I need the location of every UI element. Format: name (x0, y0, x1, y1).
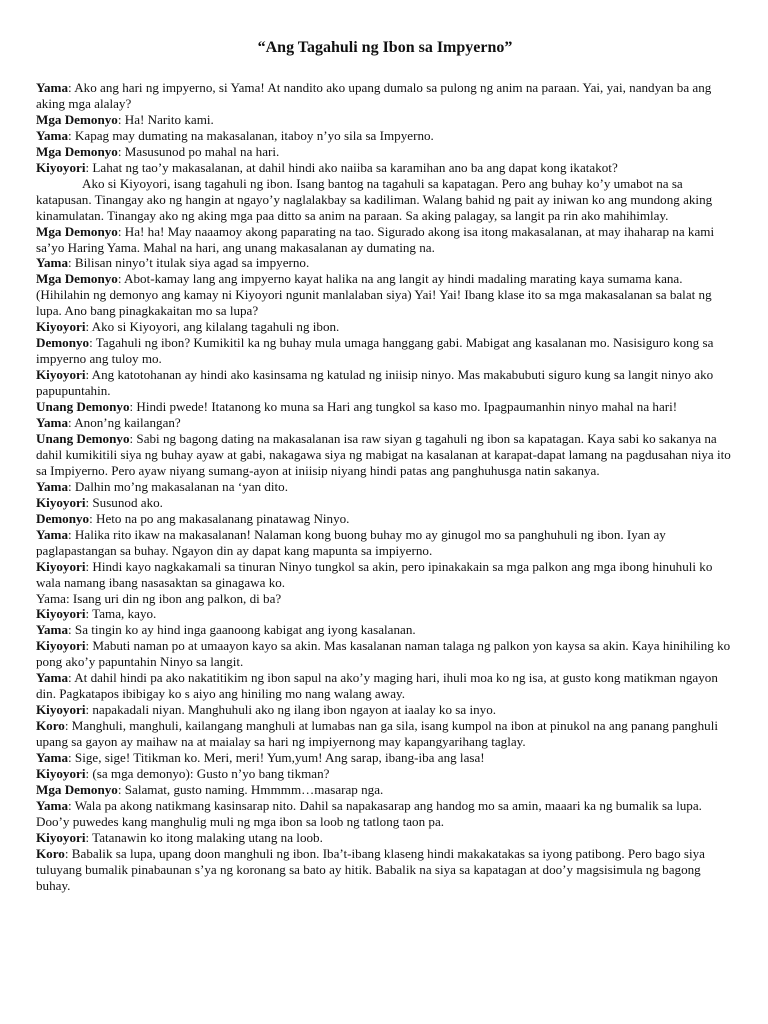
dialogue-line (36, 527, 734, 559)
line-text: : Lahat ng tao’y makasalanan, at dahil hindi ako naiiba sa karamihan ano ba ang dapat kong ikatakot? (85, 159, 618, 175)
line-text: : (sa mga demonyo): Gusto n’yo bang tikman? (85, 765, 330, 781)
line-text: : Bilisan ninyo’t itulak siya agad sa impyerno. (68, 255, 310, 271)
dialogue-line (36, 511, 734, 527)
dialogue-line (36, 319, 734, 335)
line-text: : Salamat, gusto naming. Hmmmm…masarap nga. (117, 781, 384, 797)
dialogue-line (36, 399, 734, 415)
speaker-name: Yama (36, 797, 69, 813)
dialogue-line (36, 80, 734, 112)
speaker-name: Yama (36, 526, 69, 542)
dialogue-line (36, 495, 734, 511)
dialogue-line (36, 559, 734, 591)
speaker-name: Kiyoyori (36, 159, 86, 175)
dialogue-line (36, 335, 734, 367)
document-title: “Ang Tagahuli ng Ibon sa Impyerno” (257, 39, 513, 56)
speaker-name: Mga Demonyo (36, 781, 118, 797)
line-text: : Tatanawin ko itong malaking utang na loob. (85, 829, 323, 845)
document-page (36, 38, 734, 894)
speaker-name: Yama (36, 127, 69, 143)
line-text: : Kapag may dumating na makasalanan, itaboy n’yo sila sa Impyerno. (68, 127, 434, 143)
line-text: Ako si Kiyoyori, isang tagahuli ng ibon. Isang bantog na tagahuli sa kapatagan. Pero ang buhay ko’y umabot na sa katapusan. Tinangay ako ng hangin at ngayo’y naglalakbay sa kadiliman. Walang bahid ng pait ay iniwan ko ang mundong aking kinamulatan. Tinangay ako ng aking mga paa ditto sa anim na paraan. Sa aking palagay, sa langit pa rin ako mahihimlay. (36, 175, 713, 223)
line-text: : Sige, sige! Titikman ko. Meri, meri! Yum,yum! Ang sarap, ibang-iba ang lasa! (68, 750, 485, 766)
dialogue-line (36, 128, 734, 144)
line-text: : Anon’ng kailangan? (68, 415, 181, 431)
dialogue-line (36, 846, 734, 894)
speaker-name: Mga Demonyo (36, 111, 118, 127)
line-text: : Ako si Kiyoyori, ang kilalang tagahuli ng ibon. (85, 319, 340, 335)
line-text: : Tagahuli ng ibon? Kumikitil ka ng buhay mula umaga hanggang gabi. Mabigat ang kasalanan mo. Nasisiguro kong sa impyerno ang tuloy mo. (36, 335, 714, 367)
dialogue-line (36, 271, 734, 319)
speaker-name: Demonyo (36, 510, 90, 526)
dialogue-line (36, 766, 734, 782)
line-text: Yama: Isang uri din ng ibon ang palkon, di ba? (36, 590, 282, 606)
speaker-name: Yama (36, 255, 69, 271)
line-text: : Sa tingin ko ay hind inga gaanoong kabigat ang iyong kasalanan. (68, 622, 416, 638)
line-text: : Ako ang hari ng impyerno, si Yama! At nandito ako upang dumalo sa pulong ng anim na paraan. Yai, yai, nandyan ba ang aking mga alalay? (36, 80, 712, 111)
speaker-name: Kiyoyori (36, 558, 86, 574)
dialogue-line (36, 638, 734, 670)
speaker-name: Unang Demonyo (36, 430, 130, 446)
line-text: : At dahil hindi pa ako nakatitikim ng ibon sapul na ako’y maging hari, ihuli moa ko ng isa, at gusto kong matikman ngayon din. Pagkatapos ibibigay ko s aiyo ang hiniling mo nang walang away. (36, 670, 718, 702)
line-text: : Ha! ha! May naaamoy akong paparating na tao. Sigurado akong isa itong makasalanan, at may ihaharap na kami sa’yo Haring Yama. Mahal na hari, ang unang makasalanan ay dumating na. (36, 223, 715, 255)
dialogue-line (36, 367, 734, 399)
dialogue-body (36, 80, 734, 894)
line-text: : Manghuli, manghuli, kailangang manghuli at lumabas nan ga sila, isang kumpol na ibon at pinukol na ang panang panghuli upang sa gayon ay maihaw na at maialay sa hari ng impiyernong may kapangyarihang taglay. (36, 718, 718, 750)
dialogue-line (36, 718, 734, 750)
speaker-name: Mga Demonyo (36, 143, 118, 159)
dialogue-line (36, 479, 734, 495)
speaker-name: Kiyoyori (36, 765, 86, 781)
dialogue-line (36, 255, 734, 271)
line-text: : Ang katotohanan ay hindi ako kasinsama ng katulad ng iniisip ninyo. Mas makabubuti siguro kung sa langit ninyo ako papupuntahin. (36, 367, 714, 399)
dialogue-line (36, 112, 734, 128)
dialogue-line (36, 224, 734, 256)
dialogue-line (36, 606, 734, 622)
speaker-name: Yama (36, 670, 69, 686)
line-text: : Tama, kayo. (85, 606, 157, 622)
line-text: : Wala pa akong natikmang kasinsarap nito. Dahil sa napakasarap ang handog mo sa amin, maaari ka ng bumalik sa lupa. Doo’y puwedes kang manghulig muli ng mga ibon sa loob ng tatlong taon pa. (36, 797, 702, 829)
dialogue-line (36, 431, 734, 479)
line-text: : Dalhin mo’ng makasalanan na ‘yan dito. (68, 478, 289, 494)
line-text: : Masusunod po mahal na hari. (117, 143, 280, 159)
dialogue-line (36, 782, 734, 798)
line-text: : Abot-kamay lang ang impyerno kayat halika na ang langit ay hindi madaling marating kaya sumama kana. (Hihilahin ng demonyo ang kamay ni Kiyoyori ngunit manlalaban siya) Yai! Yai! Ibang klase ito sa mga makasalanan sa balat ng lupa. Ano bang pinagkakaitan mo sa lupa? (36, 271, 712, 319)
speaker-name: Kiyoyori (36, 638, 86, 654)
speaker-name: Kiyoyori (36, 829, 86, 845)
dialogue-line (36, 670, 734, 702)
speaker-name: Kiyoyori (36, 319, 86, 335)
speaker-name: Mga Demonyo (36, 271, 118, 287)
line-text: : Susunod ako. (85, 494, 163, 510)
dialogue-line (36, 591, 734, 607)
dialogue-line (36, 160, 734, 176)
line-text: : Hindi pwede! Itatanong ko muna sa Hari ang tungkol sa kaso mo. Ipagpaumanhin ninyo mahal na hari! (129, 399, 678, 415)
line-text: : Mabuti naman po at umaayon kayo sa akin. Mas kasalanan naman talaga ng palkon yon kaysa sa akin. Kaya hinihiling ko pong ako’y papuntahin Ninyo sa langit. (36, 638, 731, 670)
dialogue-line (36, 144, 734, 160)
line-text: : Ha! Narito kami. (117, 111, 214, 127)
dialogue-line (36, 415, 734, 431)
speaker-name: Demonyo (36, 335, 90, 351)
dialogue-line (36, 798, 734, 830)
speaker-name: Yama (36, 622, 69, 638)
speaker-name: Koro (36, 718, 65, 734)
speaker-name: Kiyoyori (36, 494, 86, 510)
line-text: : Halika rito ikaw na makasalanan! Nalaman kong buong buhay mo ay ginugol mo sa panghuhuli ng ibon. Iyan ay paglapastangan sa buhay. Ngayon din ay dapat kang mapunta sa impiyerno. (36, 526, 666, 558)
dialogue-line (36, 176, 734, 224)
speaker-name: Yama (36, 478, 69, 494)
speaker-name: Yama (36, 750, 69, 766)
speaker-name: Mga Demonyo (36, 223, 118, 239)
speaker-name: Unang Demonyo (36, 399, 130, 415)
dialogue-line (36, 830, 734, 846)
line-text: : Babalik sa lupa, upang doon manghuli ng ibon. Iba’t-ibang klaseng hindi makakatakas sa iyong patibong. Pero bago siya tuluyang bumalik pinabaunan s’ya ng koronang sa bato ay hitik. Babalik na siya sa kapatagan at doo’y magsisimula ng bagong buhay. (36, 845, 705, 893)
speaker-name: Yama (36, 80, 69, 95)
line-text: : Hindi kayo nagkakamali sa tinuran Ninyo tungkol sa akin, pero ipinakakain sa mga palkon ang mga ibong hinuhuli ko wala namang ibang nasasaktan sa ginagawa ko. (36, 558, 713, 590)
speaker-name: Kiyoyori (36, 367, 86, 383)
line-text: : Sabi ng bagong dating na makasalanan isa raw siyan g tagahuli ng ibon sa kapatagan. Kaya sabi ko sakanya na dahil kumikitili siya ng buhay ayaw at gabi, nakagawa siya ng mabigat na kasalanan at karapat-dapat lamang na pagdusahan niya ito sa Impiyerno. Pero ayaw niyang sumang-ayon at iniisip niyang hindi patas ang panghuhusga natin sakanya. (36, 430, 731, 478)
speaker-name: Kiyoyori (36, 702, 86, 718)
dialogue-line (36, 702, 734, 718)
dialogue-line (36, 750, 734, 766)
speaker-name: Koro (36, 845, 65, 861)
dialogue-line (36, 622, 734, 638)
line-text: : Heto na po ang makasalanang pinatawag Ninyo. (89, 510, 350, 526)
speaker-name: Kiyoyori (36, 606, 86, 622)
line-text: : napakadali niyan. Manghuhuli ako ng ilang ibon ngayon at iaalay ko sa inyo. (85, 702, 497, 718)
speaker-name: Yama (36, 415, 69, 431)
